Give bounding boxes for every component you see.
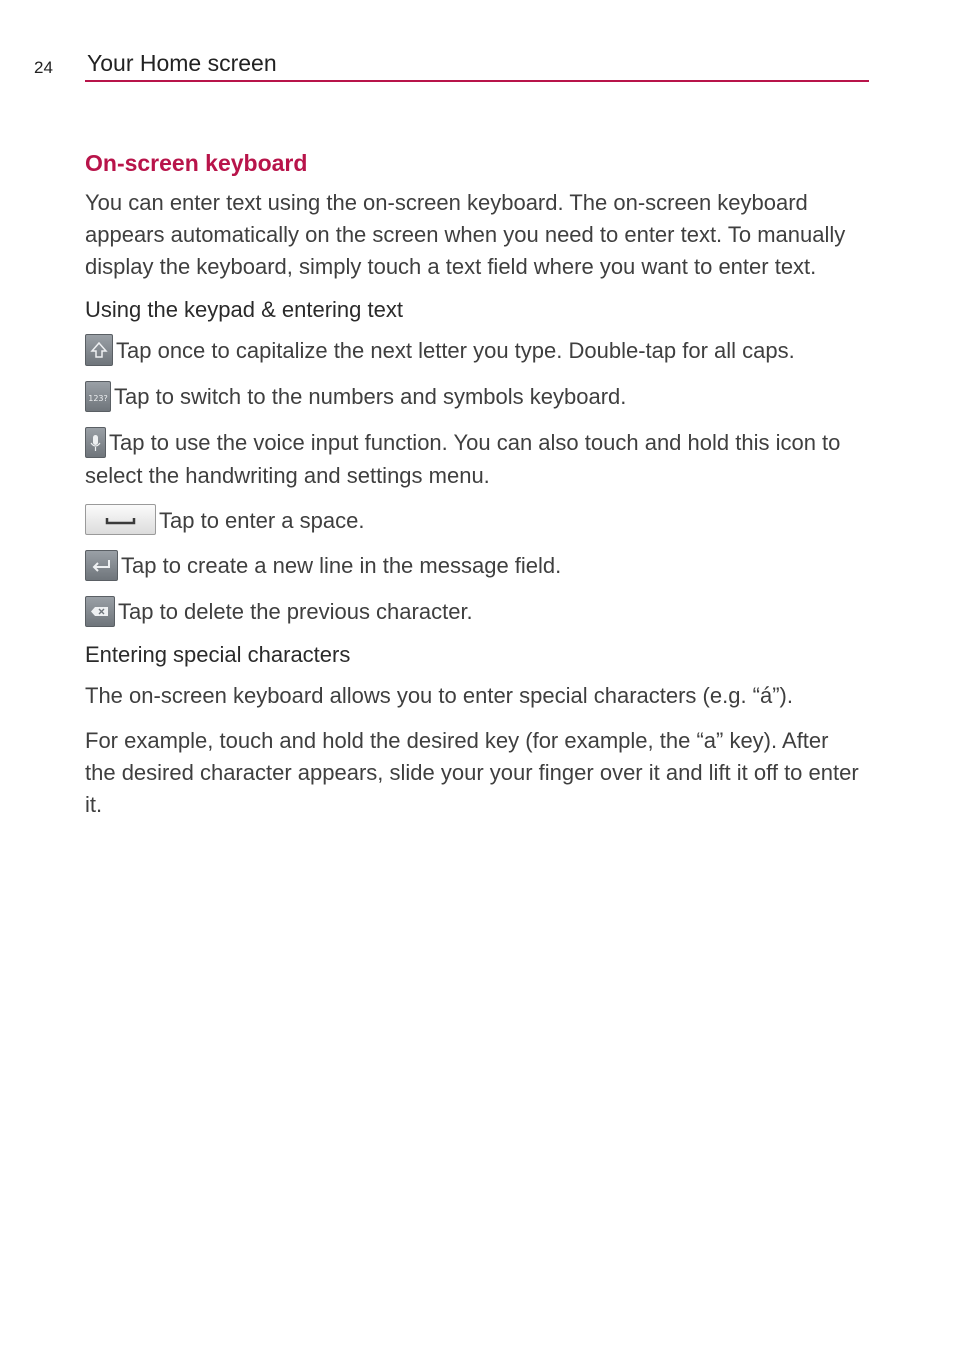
space-key-icon — [85, 504, 156, 535]
item-text: Tap to delete the previous character. — [118, 598, 473, 624]
page-content — [85, 150, 865, 821]
section-title: On-screen keyboard — [85, 150, 308, 176]
list-item-delete — [85, 596, 865, 629]
delete-key-icon — [85, 596, 115, 627]
header-title: Your Home screen — [87, 50, 277, 76]
special-paragraph-2: For example, touch and hold the desired key (for example, the “a” key). After the desired character appears, slide your your finger over it and lift it off to enter it. — [85, 727, 859, 817]
numbers-key-icon — [85, 381, 111, 412]
list-item-enter — [85, 550, 865, 583]
list-item-shift — [85, 335, 865, 368]
intro-paragraph: You can enter text using the on-screen keyboard. The on-screen keyboard appears automatically on the screen when you need to enter text. To manually display the keyboard, simply touch a text field where you want to enter text. — [85, 190, 846, 279]
item-text: Tap to switch to the numbers and symbols keyboard. — [114, 384, 627, 410]
microphone-key-icon — [85, 427, 106, 458]
special-paragraph-1: The on-screen keyboard allows you to enter special characters (e.g. “á”). — [85, 682, 793, 708]
item-text: Tap to use the voice input function. You can also touch and hold this icon to select the handwriting and settings menu. — [85, 429, 841, 488]
svg-text:123?: 123? — [88, 393, 108, 403]
header-divider — [85, 80, 869, 82]
page-number: 24 — [34, 58, 53, 77]
item-text: Tap once to capitalize the next letter you type. Double-tap for all caps. — [116, 338, 795, 363]
list-item-voice — [85, 427, 865, 492]
keypad-subtitle: Using the keypad & entering text — [85, 297, 403, 322]
special-subtitle: Entering special characters — [85, 641, 351, 667]
item-text: Tap to enter a space. — [159, 507, 365, 533]
list-item-space — [85, 505, 865, 538]
enter-key-icon — [85, 550, 118, 581]
list-item-numbers — [85, 381, 865, 414]
item-text: Tap to create a new line in the message field. — [121, 553, 562, 579]
shift-key-icon — [85, 334, 113, 366]
